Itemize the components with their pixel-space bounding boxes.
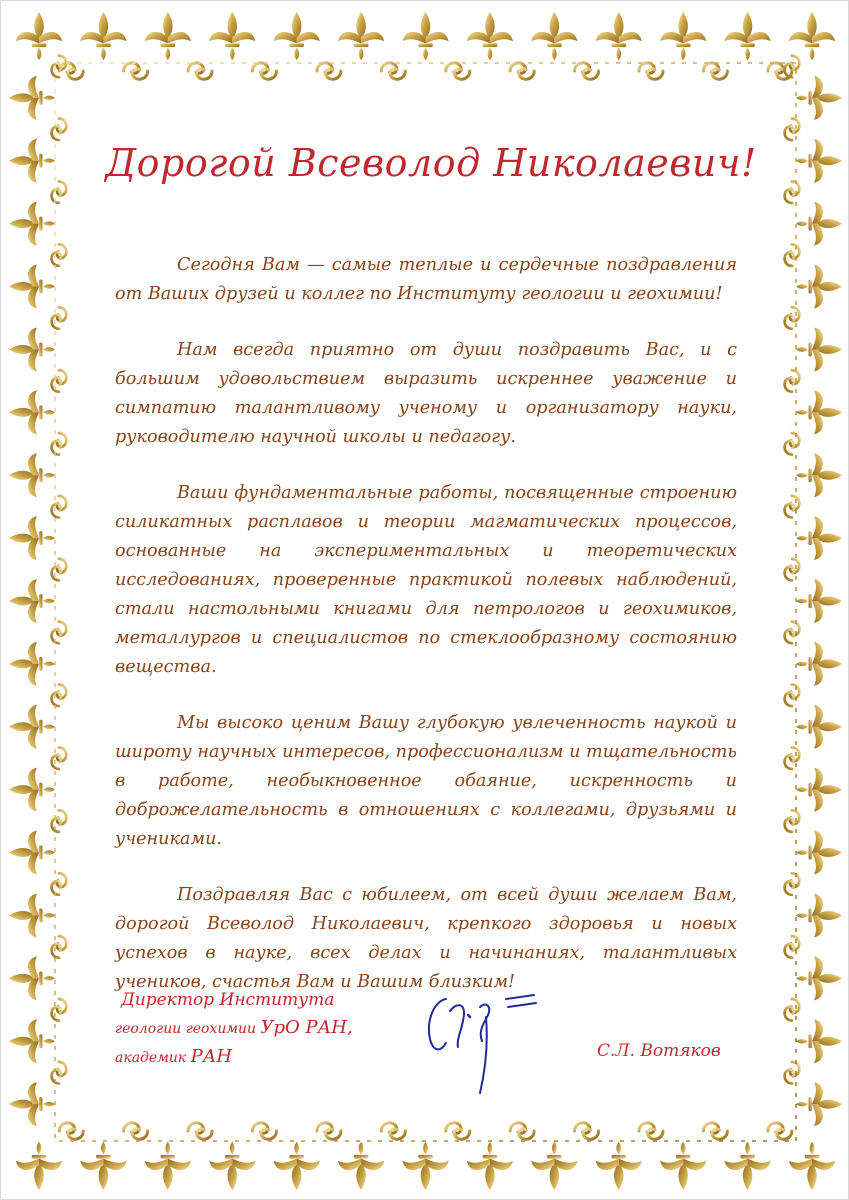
handwritten-signature [416,981,566,1101]
border-curl-icon [785,181,800,203]
border-fleur-icon [796,516,842,560]
border-fleur-icon [80,1142,126,1190]
border-curl-icon [381,1123,405,1139]
border-fleur-icon [9,705,55,749]
signatory-institute [115,1014,445,1043]
border-fleur-icon [9,1082,55,1126]
border-curl-icon [188,63,212,79]
border-curl-icon [785,873,800,895]
border-fleur-icon [796,76,842,120]
border-curl-icon [52,747,67,769]
rank-title: академик [115,1050,187,1066]
border-curl-icon [252,63,276,79]
border-fleur-icon [9,453,55,497]
border-fleur-icon [9,76,55,120]
border-curl-icon [785,747,800,769]
border-curl-icon [639,1123,663,1139]
border-curl-icon [52,244,67,266]
border-curl-icon [785,999,800,1021]
border-fleur-icon [467,1142,513,1190]
border-curl-icon [252,1123,276,1139]
border-fleur-icon [596,12,642,60]
signatory-rank [115,1043,445,1072]
border-curl-icon [52,622,67,644]
border-fleur-icon [796,831,842,875]
border-fleur-icon [338,1142,384,1190]
border-curl-icon [52,685,67,707]
border-curl-icon [52,370,67,392]
border-curl-icon [785,559,800,581]
border-fleur-icon [796,705,842,749]
border-fleur-icon [9,327,55,371]
border-fleur-icon [724,1142,770,1190]
border-fleur-icon [209,1142,255,1190]
border-fleur-icon [660,12,706,60]
border-curl-icon [510,1123,534,1139]
border-fleur-icon [796,453,842,497]
border-fleur-icon [145,1142,191,1190]
paragraph-qualities: Мы высоко ценим Вашу глубокую увлеченность наукой и широту научных интересов, профессионализм и тщательность в работе, необыкновенное обаяние, искренность и доброжелательность в отношениях с коллегами, друзьями и учениками. [115,713,737,849]
border-curl-icon [785,810,800,832]
border-curl-icon [52,181,67,203]
border-fleur-icon [9,831,55,875]
border-curl-icon [317,63,341,79]
border-fleur-icon [274,12,320,60]
border-fleur-icon [789,12,835,60]
border-curl-icon [785,1062,800,1084]
border-curl-icon [52,433,67,455]
border-fleur-icon [9,1019,55,1063]
border-fleur-icon [796,893,842,937]
border-fleur-icon [789,1142,835,1190]
border-curl-icon [703,1123,727,1139]
border-curl-icon [575,63,599,79]
border-curl-icon [785,685,800,707]
border-curl-icon [124,1123,148,1139]
border-fleur-icon [796,1019,842,1063]
border-curl-icon [785,119,800,141]
border-curl-icon [52,873,67,895]
border-curl-icon [639,63,663,79]
border-fleur-icon [531,1142,577,1190]
border-curl-icon [52,496,67,518]
border-fleur-icon [9,265,55,309]
border-fleur-icon [274,1142,320,1190]
border-curl-icon [188,1123,212,1139]
border-curl-icon [52,559,67,581]
border-fleur-icon [338,12,384,60]
border-fleur-icon [9,956,55,1000]
border-fleur-icon [660,1142,706,1190]
border-curl-icon [52,999,67,1021]
border-fleur-icon [9,768,55,812]
signer-name: С.Л. Вотяков [597,1041,721,1061]
border-fleur-icon [531,12,577,60]
border-fleur-icon [796,768,842,812]
border-fleur-icon [796,642,842,686]
border-curl-icon [381,63,405,79]
border-fleur-icon [9,516,55,560]
paragraph-respect: Нам всегда приятно от души поздравить Вас, и с большим удовольствием выразить искреннее уважение и симпатию талантливому ученому и организатору науки, руководителю научной школы и педагогу. [115,340,737,447]
border-fleur-icon [209,12,255,60]
border-curl-icon [52,119,67,141]
border-curl-icon [59,63,83,79]
border-fleur-icon [145,12,191,60]
signatory-position: Директор Института [121,990,335,1010]
border-fleur-icon [796,956,842,1000]
border-curl-icon [317,1123,341,1139]
border-fleur-icon [16,12,62,60]
border-fleur-icon [16,1142,62,1190]
border-fleur-icon [9,579,55,623]
border-curl-icon [124,63,148,79]
border-fleur-icon [9,893,55,937]
border-curl-icon [785,622,800,644]
border-curl-icon [52,936,67,958]
border-fleur-icon [9,390,55,434]
letter-body [115,251,737,1024]
border-fleur-icon [796,390,842,434]
paragraph-wishes: Поздравляя Вас с юбилеем, от всей души желаем Вам, дорогой Всеволод Николаевич, крепкого здоровья и новых успехов в науке, всех делах и начинаниях, талантливых учеников, счастья Вам и Вашим близким! [115,885,737,992]
border-fleur-icon [796,579,842,623]
border-fleur-icon [402,12,448,60]
border-fleur-icon [796,265,842,309]
border-curl-icon [785,244,800,266]
border-fleur-icon [796,139,842,183]
border-curl-icon [52,810,67,832]
border-fleur-icon [402,1142,448,1190]
border-curl-icon [52,1062,67,1084]
border-curl-icon [785,370,800,392]
border-curl-icon [785,496,800,518]
border-fleur-icon [467,12,513,60]
paragraph-works: Ваши фундаментальные работы, посвященные строению силикатных расплавов и теории магматических процессов, основанные на экспериментальных и теоретических исследованиях, проверенные практикой полевых наблюдений, стали настольными книгами для петрологов и геохимиков, металлургов и специалистов по стеклообразному состоянию вещества. [115,483,737,677]
border-curl-icon [59,1123,83,1139]
border-fleur-icon [596,1142,642,1190]
institute-branch: УрО РАН, [260,1017,353,1038]
border-fleur-icon [80,12,126,60]
border-curl-icon [510,63,534,79]
border-curl-icon [703,63,727,79]
paragraph-greeting: Сегодня Вам — самые теплые и сердечные поздравления от Ваших друзей и коллег по Институту геологии и геохимии! [115,255,737,304]
border-fleur-icon [796,202,842,246]
border-curl-icon [446,1123,470,1139]
signatory-title [115,986,445,1072]
border-curl-icon [575,1123,599,1139]
letter-heading: Дорогой Всеволод Николаевич! [105,141,757,185]
border-fleur-icon [9,642,55,686]
border-fleur-icon [9,202,55,246]
border-fleur-icon [724,12,770,60]
rank-academy: РАН [190,1046,233,1067]
border-fleur-icon [9,139,55,183]
border-curl-icon [446,63,470,79]
institute-name: геологии геохимии [115,1021,257,1037]
border-curl-icon [52,307,67,329]
border-curl-icon [768,1123,792,1139]
border-curl-icon [785,936,800,958]
border-fleur-icon [796,1082,842,1126]
border-fleur-icon [796,327,842,371]
border-curl-icon [785,307,800,329]
border-curl-icon [785,433,800,455]
